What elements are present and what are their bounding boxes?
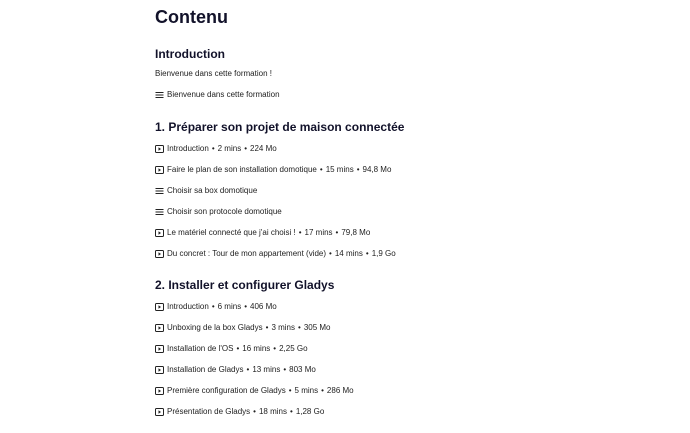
meta-separator: • xyxy=(211,302,215,311)
lesson-item[interactable] xyxy=(155,207,404,217)
video-play-icon xyxy=(155,229,164,237)
text-lines-icon xyxy=(155,208,164,216)
lesson-size: 79,8 Mo xyxy=(341,228,371,237)
video-play-icon xyxy=(155,250,164,258)
video-play-icon xyxy=(155,366,164,374)
lesson-duration: 14 mins xyxy=(334,249,363,258)
lesson-item[interactable] xyxy=(155,365,354,375)
section-title: Introduction xyxy=(155,47,225,61)
meta-separator: • xyxy=(244,302,247,311)
lesson-size: 1,9 Go xyxy=(371,249,396,258)
meta-separator: • xyxy=(236,344,240,353)
lesson-duration: 3 mins xyxy=(271,323,295,332)
lesson-duration: 16 mins xyxy=(242,344,271,353)
lesson-size: 803 Mo xyxy=(289,365,316,374)
lesson-item[interactable] xyxy=(155,228,404,238)
meta-separator: • xyxy=(211,144,215,153)
lesson-item[interactable] xyxy=(155,165,404,175)
video-play-icon xyxy=(155,324,164,332)
lesson-duration: 13 mins xyxy=(252,365,281,374)
page-title: Contenu xyxy=(155,7,228,27)
lesson-size: 2,25 Go xyxy=(279,344,308,353)
lesson-size: 406 Mo xyxy=(250,302,277,311)
lesson-item[interactable] xyxy=(155,302,354,312)
meta-separator: • xyxy=(319,165,323,174)
section-preparer-projet xyxy=(155,119,404,259)
lesson-label: Introduction xyxy=(167,302,209,311)
meta-separator: • xyxy=(246,365,250,374)
lesson-size: 305 Mo xyxy=(303,323,331,332)
section-title: 2. Installer et configurer Gladys xyxy=(155,278,335,292)
lesson-item[interactable] xyxy=(155,186,404,196)
video-play-icon xyxy=(155,387,164,395)
video-play-icon xyxy=(155,166,164,174)
lesson-item[interactable] xyxy=(155,407,354,417)
meta-separator: • xyxy=(290,407,293,416)
lesson-duration: 6 mins xyxy=(217,302,242,311)
section-title: 1. Préparer son projet de maison connectée xyxy=(155,120,405,134)
meta-separator: • xyxy=(321,386,324,395)
meta-separator: • xyxy=(335,228,339,237)
section-introduction xyxy=(155,46,280,100)
meta-separator: • xyxy=(298,228,302,237)
lesson-label: Introduction xyxy=(167,144,209,153)
text-lines-icon xyxy=(155,187,164,195)
video-play-icon xyxy=(155,303,164,311)
lesson-duration: 5 mins xyxy=(294,386,319,395)
meta-separator: • xyxy=(253,407,256,416)
lesson-label: Faire le plan de son installation domotique xyxy=(167,165,317,174)
lesson-item[interactable] xyxy=(155,144,404,154)
meta-separator: • xyxy=(298,323,301,332)
lesson-item[interactable] xyxy=(155,386,354,396)
section-intro-text: Bienvenue dans cette formation ! xyxy=(155,69,272,78)
lesson-duration: 2 mins xyxy=(217,144,242,153)
meta-separator: • xyxy=(329,249,332,258)
meta-separator: • xyxy=(283,365,287,374)
lesson-item[interactable] xyxy=(155,344,354,354)
lesson-label: Choisir sa box domotique xyxy=(167,186,258,195)
lesson-duration: 15 mins xyxy=(325,165,354,174)
lesson-item[interactable] xyxy=(155,323,354,333)
lesson-size: 94,8 Mo xyxy=(362,165,392,174)
lesson-size: 1,28 Go xyxy=(295,407,325,416)
meta-separator: • xyxy=(273,344,277,353)
lesson-label: Unboxing de la box Gladys xyxy=(167,323,263,332)
lesson-label: Le matériel connecté que j'ai choisi ! xyxy=(167,228,296,237)
lesson-size: 224 Mo xyxy=(250,144,277,153)
meta-separator: • xyxy=(356,165,360,174)
meta-separator: • xyxy=(365,249,369,258)
video-play-icon xyxy=(155,408,164,416)
lesson-label: Présentation de Gladys xyxy=(167,407,251,416)
meta-separator: • xyxy=(244,144,247,153)
text-lines-icon xyxy=(155,91,164,99)
lesson-label: Bienvenue dans cette formation xyxy=(167,90,280,99)
meta-separator: • xyxy=(265,323,269,332)
lesson-label: Choisir son protocole domotique xyxy=(167,207,282,216)
section-installer-gladys xyxy=(155,277,354,417)
video-play-icon xyxy=(155,345,164,353)
meta-separator: • xyxy=(288,386,292,395)
lesson-size: 286 Mo xyxy=(326,386,354,395)
video-play-icon xyxy=(155,145,164,153)
lesson-label: Première configuration de Gladys xyxy=(167,386,286,395)
lesson-duration: 18 mins xyxy=(258,407,287,416)
lesson-item[interactable] xyxy=(155,90,280,100)
lesson-label: Du concret : Tour de mon appartement (vide) xyxy=(167,249,327,258)
course-content xyxy=(155,6,655,416)
lesson-item[interactable] xyxy=(155,249,404,259)
lesson-duration: 17 mins xyxy=(304,228,333,237)
lesson-label: Installation de l'OS xyxy=(167,344,234,353)
lesson-label: Installation de Gladys xyxy=(167,365,244,374)
